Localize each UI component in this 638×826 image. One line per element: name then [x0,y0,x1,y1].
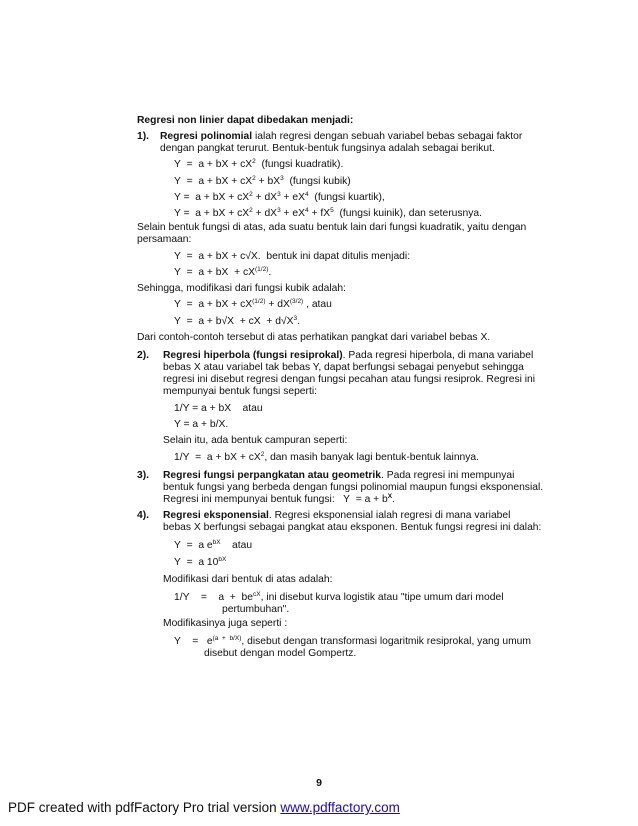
eq-gompertz-line2: disebut dengan model Gompertz. [204,648,357,659]
s2-line2: bebas X atau variabel tak bebas Y, dapat berfungsi sebagai penyebut sehingga [163,362,524,373]
eq-exponential-2: Y = a $10^{bX}$ [174,556,227,568]
eq-cubic-modified-2: Y = a + b√X + cX + $d√X^3$. [174,315,300,327]
s3-title: Regresi fungsi perpangkatan atau geometrik [163,470,382,481]
s1-paragraph1-line1: Selain bentuk fungsi di atas, ada suatu bentuk lain dari fungsi kuadratik, yaitu dengan [137,222,527,233]
s4-line1: Regresi eksponensial. Regresi eksponensial ialah regresi di mana variabel [163,510,511,521]
s4-title: Regresi eksponensial [163,510,269,521]
page-number: 9 [316,777,322,789]
eq-logistic: 1/Y = $a + be^{cX}$, ini disebut kurva logistik atau "tipe umum dari model [174,591,504,603]
pdf-footer: PDF created with pdfFactory Pro trial version www.pdffactory.com [8,800,400,815]
s2-line5: Selain itu, ada bentuk campuran seperti: [163,435,348,446]
eq-cubic-modified-1: Y = a + bX + $cX^{(1/2)} + dX^{(3/2)}$ , atau [174,298,332,310]
pdffactory-link[interactable]: www.pdffactory.com [280,800,400,815]
eq-reciprocal-2: Y = a + b/X. [174,419,229,430]
item-number-1: 1). [137,131,150,142]
s3-line2: bentuk fungsi yang berbeda dengan fungsi polinomial maupun fungsi eksponensial. [163,482,544,493]
item-number-4: 4). [137,510,150,521]
s2-line3: regresi ini disebut regresi dengan fungsi pecahan atau fungsi resiprok. Regresi ini [163,374,536,385]
eq-cubic: Y = a + bX + $cX^2 + bX^3$ (fungsi kubik) [174,175,351,187]
s3-line3: Regresi ini mempunyai bentuk fungsi: $Y = a + b^X$. [163,493,395,505]
item-number-2: 2). [137,350,150,361]
eq-reciprocal-1: 1/Y = a + bX atau [174,403,263,414]
eq-exponential-1: Y = a $e^{bX}$ atau [174,539,253,551]
s2-title: Regresi hiperbola (fungsi resiprokal) [163,350,343,361]
s1-paragraph3: Dari contoh-contoh tersebut di atas perhatikan pangkat dari variabel bebas X. [137,332,491,343]
s1-paragraph1-line2: persamaan: [137,234,192,245]
s1-title: Regresi polinomial [160,131,253,142]
s2-line4: mempunyai bentuk fungsi seperti: [163,386,317,397]
eq-fractional-power: Y = a + bX + $cX^{(1/2)}$. [174,266,272,278]
s4-line4: Modifikasinya juga seperti : [163,618,288,629]
s1-line1: Regresi polinomial ialah regresi dengan sebuah variabel bebas sebagai faktor [160,131,523,142]
eq-quintic: Y = a + bX + $cX^2 + dX^3 + eX^4 + fX^5$ (fungsi kuinik), dan seterusnya. [174,207,482,219]
eq-gompertz: Y = $e^{(a + b/X)}$, disebut dengan transformasi logaritmik resiprokal, yang umum [174,635,531,647]
eq-sqrt: Y = a + bX + c√X. bentuk ini dapat ditulis menjadi: [174,251,411,262]
eq-reciprocal-mixed: 1/Y = a + bX + $cX^2$, dan masih banyak lagi bentuk-bentuk lainnya. [174,451,480,463]
s4-line2: bebas X berfungsi sebagai pangkat atau eksponen. Bentuk fungsi regresi ini dalah: [163,522,542,533]
eq-logistic-line2: pertumbuhan". [222,604,290,615]
s1-paragraph2: Sehingga, modifikasi dari fungsi kubik adalah: [137,283,346,294]
section-heading: Regresi non linier dapat dibedakan menjadi: [137,115,354,126]
s2-line1: Regresi hiperbola (fungsi resiprokal). Pada regresi hiperbola, di mana variabel [163,350,534,361]
eq-quartic: Y = a + bX + $cX^2 + dX^3 + eX^4$ (fungsi kuartik), [174,191,385,203]
eq-quadratic: Y = a + bX + $cX^2$ (fungsi kuadratik). [174,158,344,170]
s1-line2: dengan pangkat terurut. Bentuk-bentuk fungsinya adalah sebagai berikut. [160,143,495,154]
s4-line3: Modifikasi dari bentuk di atas adalah: [163,574,333,585]
item-number-3: 3). [137,470,150,481]
s3-line1: Regresi fungsi perpangkatan atau geometrik. Pada regresi ini mempunyai [163,470,515,481]
